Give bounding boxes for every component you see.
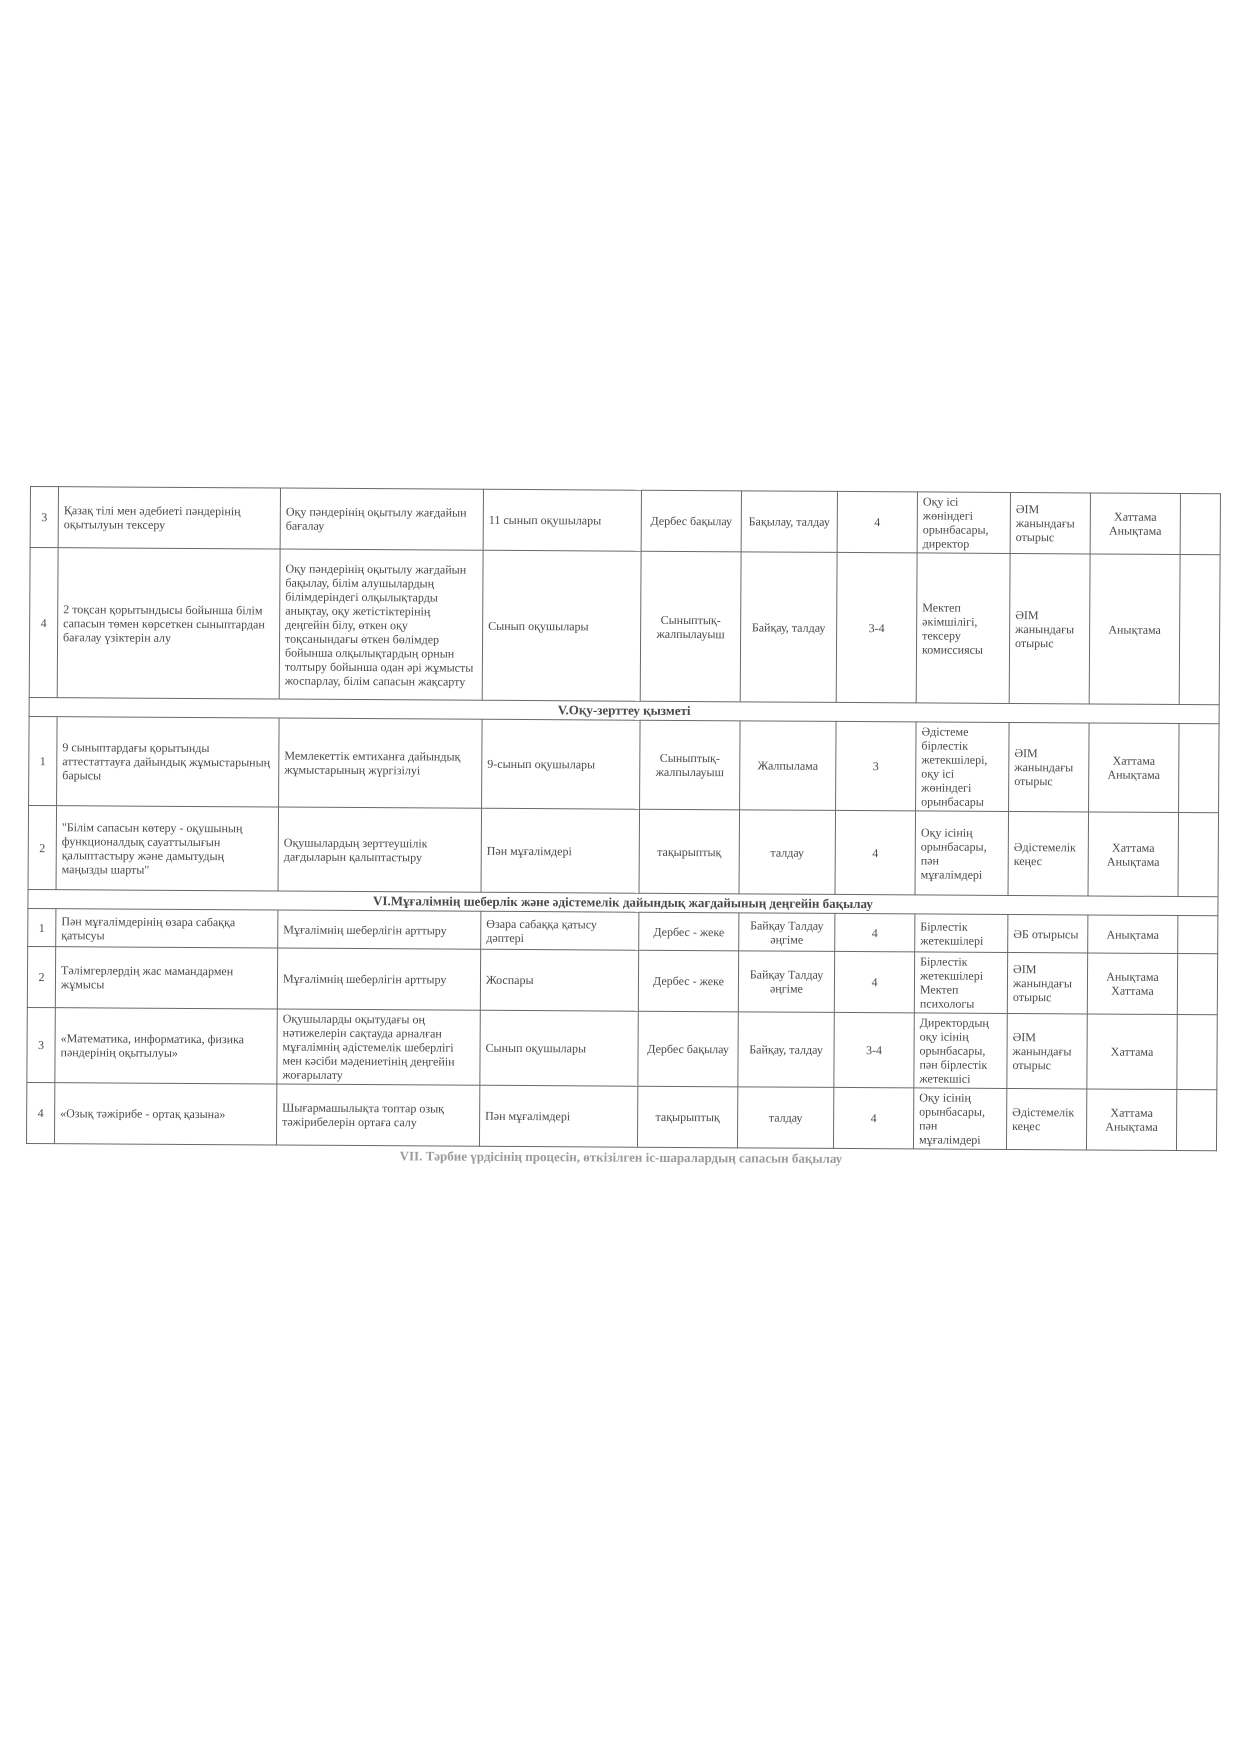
row-responsible: Директордың оқу ісінің орынбасары, пән бірлестік жетекшісі xyxy=(914,1013,1007,1089)
row-week: 4 xyxy=(835,913,915,951)
empty-cell xyxy=(1178,813,1219,897)
row-method: Жалпылама xyxy=(740,721,837,811)
row-control-type: Дербес - жеке xyxy=(639,912,739,951)
table-row xyxy=(26,1082,1216,1150)
row-number: 3 xyxy=(30,487,58,548)
row-control-type: тақырыптық xyxy=(639,809,740,894)
row-responsible: Бірлестік жетекшілері Мектеп психологы xyxy=(914,952,1007,1014)
row-responsible: Бірлестік жетекшілері xyxy=(915,914,1008,953)
row-number: 4 xyxy=(29,548,58,698)
row-result: Хаттама Анықтама xyxy=(1090,493,1180,555)
row-topic: Тәлімгерлердің жас мамандармен жұмысы xyxy=(55,947,277,1009)
row-number: 2 xyxy=(28,805,57,889)
row-object: Пән мұғалімдері xyxy=(479,1085,637,1147)
row-week: 4 xyxy=(834,951,914,1012)
empty-cell xyxy=(1177,954,1217,1015)
table-row xyxy=(27,1007,1217,1089)
row-review-place: ӘІМ жанындағы отырыс xyxy=(1007,1013,1087,1088)
row-result: Хаттама Анықтама xyxy=(1089,723,1180,813)
table-row xyxy=(29,548,1220,705)
row-responsible: Оқу ісі жөніндегі орынбасары, директор xyxy=(917,492,1010,554)
table-row xyxy=(28,805,1218,896)
empty-cell xyxy=(1179,724,1220,813)
row-method: Байқау Талдау әңгіме xyxy=(739,913,835,952)
row-object: Жоспары xyxy=(480,949,638,1011)
row-topic: «Озық тәжірибе - ортақ қазына» xyxy=(54,1083,276,1145)
row-control-type: Дербес бақылау xyxy=(641,490,741,552)
row-control-type: тақырыптық xyxy=(637,1086,737,1148)
row-review-place: ӘІМ жанындағы отырыс xyxy=(1009,722,1090,811)
row-result: Хаттама xyxy=(1087,1014,1177,1090)
row-goal: Мұғалімнің шеберлігін арттыру xyxy=(278,910,481,949)
row-topic: "Білім сапасын көтеру - оқушының функционалдық сауаттылығын қалыптастыру және дамытудың маңызды шарты" xyxy=(56,806,279,891)
row-topic: Пән мұғалімдерінің өзара сабаққа қатысуы xyxy=(56,909,278,948)
row-number: 1 xyxy=(29,716,58,805)
row-topic: 2 тоқсан қорытындысы бойынша білім сапасын төмен көрсеткен сыныптардан бағалау үзіктерін алу xyxy=(57,548,280,699)
row-method: Байқау Талдау әңгіме xyxy=(738,951,834,1013)
row-control-type: Сыныптық-жалпылауыш xyxy=(640,551,741,702)
row-result: Хаттама Анықтама xyxy=(1086,1089,1176,1151)
row-object: Сынып оқушылары xyxy=(480,1010,638,1086)
row-number: 1 xyxy=(28,908,56,946)
row-week: 4 xyxy=(835,810,916,894)
row-result: Хаттама Анықтама xyxy=(1088,812,1179,897)
row-responsible: Әдістеме бірлестік жетекшілері, оқу ісі жөніндегі орынбасары xyxy=(916,722,1010,812)
row-method: Байқау, талдау xyxy=(738,1012,834,1088)
row-object: Сынып оқушылары xyxy=(482,550,641,701)
row-topic: Қазақ тілі мен әдебиеті пәндерінің оқытылуын тексеру xyxy=(58,487,280,549)
row-topic: «Математика, информатика, физика пәндерінің оқытылуы» xyxy=(55,1008,277,1084)
row-responsible: Мектеп әкімшілігі, тексеру комиссиясы xyxy=(916,553,1010,704)
row-week: 4 xyxy=(833,1087,913,1148)
row-goal: Оқушылардың зерттеушілік дағдыларын қалыптастыру xyxy=(278,807,482,892)
row-topic: 9 сыныптардағы қорытынды аттестаттауға дайындық жұмыстарының барысы xyxy=(57,717,280,807)
row-object: Пән мұғалімдері xyxy=(481,808,640,893)
row-responsible: Оқу ісінің орынбасары, пән мұғалімдері xyxy=(913,1088,1006,1150)
row-review-place: Әдістемелік кеңес xyxy=(1008,811,1089,895)
row-goal: Мемлекеттік емтиханға дайындық жұмыстарының жүргізілуі xyxy=(279,718,483,808)
row-result: Анықтама xyxy=(1088,915,1178,954)
row-goal: Оқу пәндерінің оқытылу жағдайын бақылау, білім алушылардың білімдеріндегі олқылықтарды анықтау, оқу жетістіктерінің деңгейін білу, өткен оқу тоқсанындағы өткен бөлімдер бойынша олқылықтардың орнын толтыру бойынша одан әрі жұмысты жоспарлау, білім сапасын жақсарту xyxy=(279,549,483,700)
row-result: Анықтама xyxy=(1089,554,1180,705)
row-number: 2 xyxy=(27,946,55,1007)
row-control-type: Сыныптық-жалпылауыш xyxy=(640,720,741,810)
row-goal: Шығармашылықта топтар озық тәжірибелерін ортаға салу xyxy=(276,1084,479,1146)
row-review-place: Әдістемелік кеңес xyxy=(1006,1088,1086,1149)
row-number: 4 xyxy=(26,1082,54,1143)
row-method: талдау xyxy=(739,810,836,895)
table-row xyxy=(29,716,1220,812)
section-title-vii: VII. Тәрбие үрдісінің процесін, өткізілген іс-шаралардың сапасын бақылау xyxy=(399,1148,843,1166)
row-week: 4 xyxy=(837,491,917,552)
empty-cell xyxy=(1176,1090,1216,1151)
row-week: 3-4 xyxy=(836,552,917,702)
row-object: Өзара сабаққа қатысу дәптері xyxy=(481,911,639,950)
document-page xyxy=(26,486,1220,1169)
row-review-place: ӘІМ жанындағы отырыс xyxy=(1009,553,1090,703)
row-control-type: Дербес - жеке xyxy=(638,950,738,1012)
row-result: Анықтама Хаттама xyxy=(1087,953,1177,1015)
row-number: 3 xyxy=(27,1007,55,1082)
empty-cell xyxy=(1177,1015,1217,1090)
empty-cell xyxy=(1178,916,1218,954)
section-title: V.Оқу-зерттеу қызметі xyxy=(29,697,1219,723)
row-week: 3 xyxy=(836,721,917,810)
row-control-type: Дербес бақылау xyxy=(638,1011,738,1087)
control-plan-table xyxy=(26,486,1221,1151)
row-review-place: ӘІМ жанындағы отырыс xyxy=(1010,492,1090,553)
row-goal: Мұғалімнің шеберлігін арттыру xyxy=(277,948,480,1010)
table-row xyxy=(30,487,1220,555)
row-method: Бақылау, талдау xyxy=(741,491,837,553)
row-review-place: ӘБ отырысы xyxy=(1008,914,1088,952)
empty-cell xyxy=(1179,555,1220,705)
row-week: 3-4 xyxy=(834,1012,914,1087)
row-method: Байқау, талдау xyxy=(740,552,837,703)
row-goal: Оқушыларды оқытудағы оң нәтижелерін сақтауда арналған мұғалімнің әдістемелік шеберлігі мен кәсіби мәдениетінің деңгейін жоғарылату xyxy=(277,1009,480,1085)
row-review-place: ӘІМ жанындағы отырыс xyxy=(1007,952,1087,1013)
row-responsible: Оқу ісінің орынбасары, пән мұғалімдері xyxy=(915,811,1009,896)
empty-cell xyxy=(1180,494,1220,555)
row-goal: Оқу пәндерінің оқытылу жағдайын бағалау xyxy=(280,488,483,550)
row-object: 11 сынып оқушылары xyxy=(483,489,641,551)
table-row xyxy=(27,946,1217,1014)
section-title: VI.Мұғалімнің шеберлік және әдістемелік дайындық жағдайының деңгейін бақылау xyxy=(28,889,1218,915)
row-object: 9-сынып оқушылары xyxy=(482,719,641,809)
row-method: талдау xyxy=(737,1087,833,1149)
